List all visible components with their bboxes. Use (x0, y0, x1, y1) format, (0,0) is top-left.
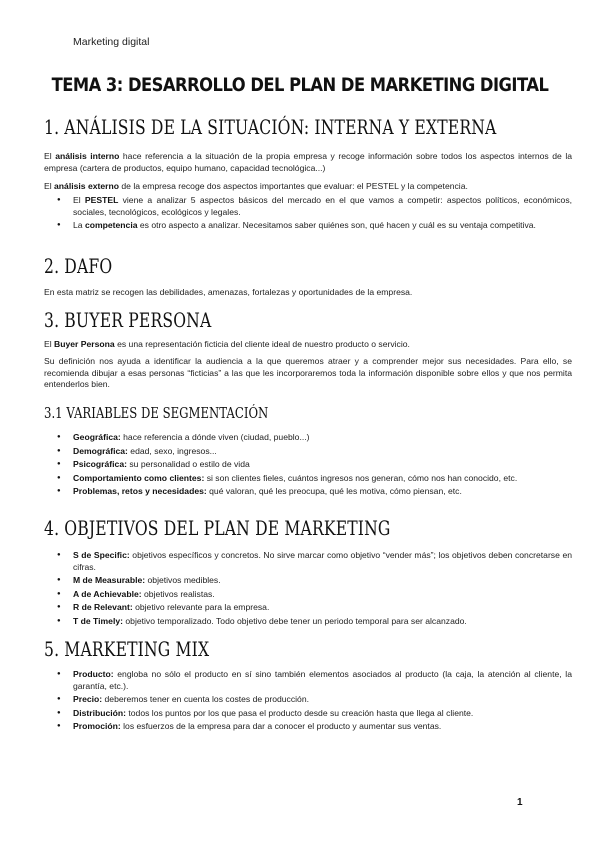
s1-p2-pre: El (44, 181, 55, 191)
list-item (44, 575, 572, 587)
s1-p1-pre: El (44, 151, 56, 161)
s1-p2-post: de la empresa recoge dos aspectos importantes que evaluar: el PESTEL y la competencia. (119, 181, 468, 191)
item-bold: Comportamiento como clientes: (73, 472, 205, 483)
list-item (44, 459, 572, 471)
list-item (44, 432, 572, 444)
item-bold: Producto: (73, 669, 114, 679)
s3-p1-bold: Buyer Persona (54, 339, 115, 349)
s4-bullet-list (44, 550, 572, 629)
s1-bullet-list (44, 195, 572, 234)
list-item (44, 589, 572, 601)
list-item (44, 669, 572, 692)
item-text: hace referencia a dónde viven (ciudad, pueblo...) (120, 432, 310, 442)
s3-p1-post: es una representación ficticia del cliente ideal de nuestro producto o servicio. (114, 339, 410, 349)
s1-b2-bold: competencia (84, 220, 138, 230)
s1-p1-post: hace referencia a la situación de la propia empresa y recoge información sobre todos los aspectos internos de la empresa (cartera de productos, equipo humano, capacidad tecnológica...) (44, 151, 573, 173)
list-item (44, 708, 572, 720)
item-bold: Promoción: (73, 721, 121, 731)
item-bold: T de Timely: (73, 615, 123, 626)
s1-paragraph-2 (44, 181, 572, 193)
item-bold: R de Relevant: (73, 602, 133, 612)
s1-b1-post: viene a analizar 5 aspectos básicos del mercado en el que vamos a competir: aspectos políticos, económicos, sociales, tecnológicos, ecológicos y legales. (73, 195, 572, 217)
s5-bullet-list (44, 669, 572, 735)
item-bold: S de Specific: (73, 550, 130, 560)
item-text: objetivos específicos y concretos. No sirve marcar como objetivo “vender más”; los objetivos deben concretarse en cifras. (73, 550, 573, 572)
item-bold: Problemas, retos y necesidades: (73, 486, 207, 496)
page-number: 1 (517, 797, 523, 808)
s3-paragraph-2: Su definición nos ayuda a identificar la audiencia a la que queremos atraer y a comprender mejor sus necesidades. Para ello, se recomienda dibujar a esas personas “ficticias” a las que les incorporaremos toda la información disponible sobre ellos y que nos permita entenderlos bien. (44, 356, 572, 389)
section-5-heading: 5. MARKETING MIX (44, 637, 210, 661)
list-item (44, 721, 572, 733)
item-text: qué valoran, qué les preocupa, qué les motiva, cómo piensan, etc. (206, 486, 462, 496)
s1-p2-bold: análisis externo (54, 181, 119, 191)
list-item (44, 616, 572, 628)
section-3-heading: 3. BUYER PERSONA (44, 308, 212, 332)
item-text: si son clientes fieles, cuántos ingresos nos generan, cómo nos han conocido, etc. (204, 472, 518, 483)
s1-paragraph-1 (44, 151, 572, 174)
item-text: edad, sexo, ingresos... (127, 445, 217, 456)
item-text: los esfuerzos de la empresa para dar a conocer el producto y aumentar sus ventas. (120, 721, 442, 731)
item-bold: Geográfica: (73, 432, 121, 442)
item-text: engloba no sólo el producto en sí sino también elementos asociados al producto (la caja, la atención al cliente, la garantía, etc.). (73, 669, 572, 691)
s1-b1-bold: PESTEL (84, 195, 119, 205)
item-bold: A de Achievable: (73, 588, 142, 599)
list-item (44, 195, 572, 218)
s3-bullet-list (44, 432, 572, 500)
section-4-heading: 4. OBJETIVOS DEL PLAN DE MARKETING (44, 516, 391, 540)
item-text: todos los puntos por los que pasa el producto desde su creación hasta que llega al cliente. (126, 707, 474, 718)
list-item (44, 486, 572, 498)
item-text: objetivo temporalizado. Todo objetivo debe tener un periodo temporal para ser alcanzado. (123, 615, 467, 626)
s1-b2-pre: La (73, 220, 85, 230)
document-title: TEMA 3: DESARROLLO DEL PLAN DE MARKETING DIGITAL (51, 74, 549, 96)
s1-b1-pre: El (73, 195, 85, 205)
item-text: su personalidad o estilo de vida (126, 459, 250, 469)
list-item (44, 602, 572, 614)
s2-paragraph-1: En esta matriz se recogen las debilidades, amenazas, fortalezas y oportunidades de la empresa. (44, 287, 413, 297)
item-text: objetivo relevante para la empresa. (132, 602, 270, 612)
list-item (44, 473, 572, 485)
item-bold: Demográfica: (73, 445, 128, 456)
item-text: objetivos realistas. (141, 588, 215, 599)
s3-paragraph-1 (44, 339, 572, 351)
s1-p1-bold: análisis interno (55, 151, 120, 161)
s3-p1-pre: El (44, 339, 55, 349)
item-bold: Psicográfica: (73, 459, 127, 469)
list-item (44, 446, 572, 458)
section-2-heading: 2. DAFO (44, 254, 113, 278)
s1-b2-post: es otro aspecto a analizar. Necesitamos saber quiénes son, qué hacen y cuál es su ventaja competitiva. (137, 220, 536, 230)
list-item (44, 220, 572, 232)
section-3-1-heading: 3.1 VARIABLES DE SEGMENTACIÓN (44, 404, 269, 422)
item-bold: M de Measurable: (73, 575, 146, 585)
section-1-heading: 1. ANÁLISIS DE LA SITUACIÓN: INTERNA Y EXTERNA (44, 115, 497, 139)
page-header: Marketing digital (73, 36, 150, 48)
item-bold: Distribución: (73, 707, 126, 718)
item-bold: Precio: (73, 694, 103, 704)
item-text: deberemos tener en cuenta los costes de producción. (102, 694, 309, 704)
list-item (44, 694, 572, 706)
list-item (44, 550, 572, 573)
item-text: objetivos medibles. (145, 575, 221, 585)
